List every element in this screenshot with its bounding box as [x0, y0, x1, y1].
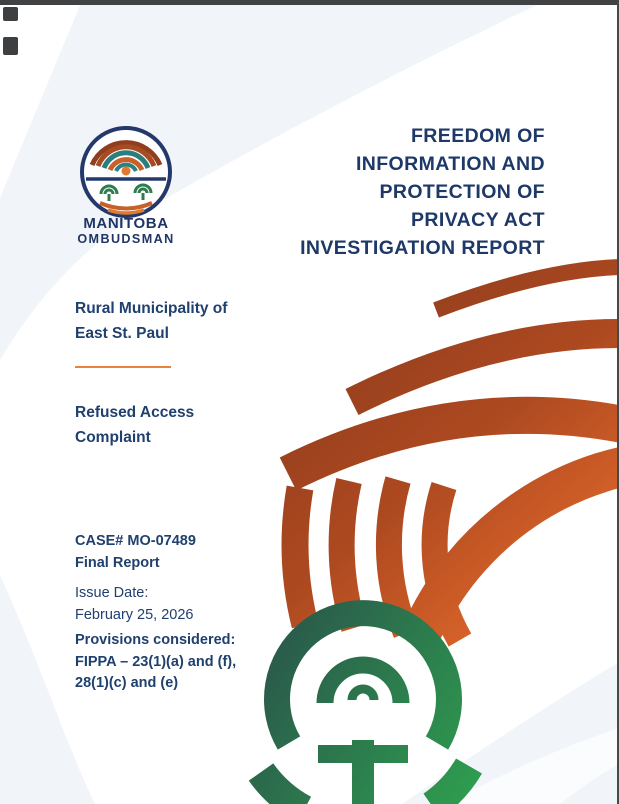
logo-wordmark-line1: MANITOBA	[83, 215, 169, 232]
complaint-type-line1: Refused Access	[75, 404, 195, 421]
provisions-line2: 28(1)(c) and (e)	[75, 675, 179, 691]
provisions-label: Provisions considered:	[75, 632, 236, 648]
report-title-line: PRIVACY ACT	[410, 209, 545, 231]
issue-date-value: February 25, 2026	[75, 606, 194, 623]
viewer-toolbar-fragment-icon	[3, 7, 18, 21]
report-status: Final Report	[75, 554, 160, 571]
window-top-border	[0, 0, 619, 5]
provisions-line1: FIPPA – 23(1)(a) and (f),	[75, 653, 237, 670]
logo-wordmark-line2: OMBUDSMAN	[77, 232, 175, 246]
case-info	[75, 531, 305, 574]
subject-name-line2: East St. Paul	[75, 325, 169, 342]
case-number: CASE# MO-07489	[75, 533, 196, 549]
viewer-toolbar-fragment-icon	[3, 37, 18, 55]
logo-wordmark	[58, 216, 194, 247]
report-title	[235, 122, 545, 262]
provisions-info	[75, 630, 305, 695]
report-title-line: INFORMATION AND	[355, 153, 545, 175]
subject-name	[75, 296, 305, 346]
issue-date-info	[75, 583, 305, 626]
report-title-line: INVESTIGATION REPORT	[300, 237, 545, 259]
issue-date-label: Issue Date:	[75, 585, 149, 601]
complaint-type-line2: Complaint	[75, 429, 151, 446]
manitoba-ombudsman-logo-icon	[78, 124, 174, 220]
report-title-line: FREEDOM OF	[411, 125, 545, 147]
report-title-line: PROTECTION OF	[379, 181, 545, 203]
complaint-type	[75, 400, 305, 450]
subject-name-line1: Rural Municipality of	[75, 300, 228, 317]
orange-divider-line	[75, 366, 171, 368]
